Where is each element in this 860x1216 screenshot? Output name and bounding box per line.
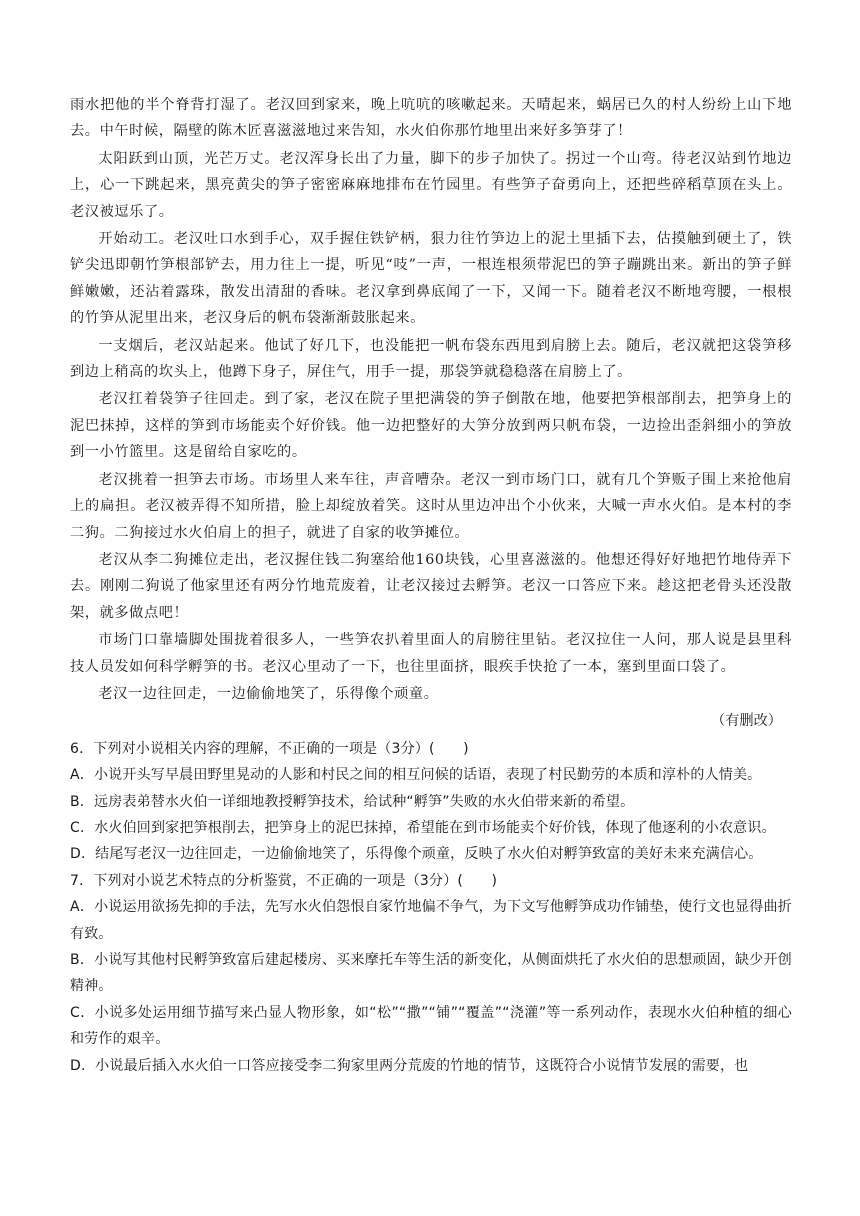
story-paragraph: 太阳跃到山顶，光芒万丈。老汉浑身长出了力量，脚下的步子加快了。拐过一个山弯。待老汉站到竹地边上，心一下跳起来，黑亮黄尖的笋子密密麻麻地排布在竹园里。有些笋子奋勇向上，还把些碎稻草顶在头上。老汉被逗乐了。: [70, 150, 792, 220]
question-7-option-c: C．小说多处运用细节描写来凸显人物形象，如“松”“撒”“铺”“覆盖”“浇灌”等一系列动作，表现水火伯种植的细心和劳作的艰辛。: [70, 1004, 792, 1048]
question-6-option-c: C．水火伯回到家把笋根削去，把笋身上的泥巴抹掉，希望能在到市场能卖个好价钱，体现了他逐利的小农意识。: [70, 819, 776, 836]
story-paragraph: 老汉扛着袋笋子往回走。到了家，老汉在院子里把满袋的笋子倒散在地，他要把笋根部削去，把笋身上的泥巴抹掉，这样的笋到市场能卖个好价钱。他一边把整好的大笋分放到两只帆布袋，一边捡出歪斜细小的笋放到一小竹篮里。这是留给自家吃的。: [70, 391, 792, 461]
story-paragraph: 老汉一边往回走，一边偷偷地笑了，乐得像个顽童。: [98, 685, 439, 702]
source-note: （有删改）: [711, 713, 782, 730]
question-7-stem: 7．下列对小说艺术特点的分析鉴赏，不正确的一项是（3分）( ): [70, 872, 498, 889]
question-6-option-a: A．小说开头写早晨田野里晃动的人影和村民之间的相互问候的话语，表现了村民勤劳的本质和淳朴的人情美。: [70, 767, 762, 784]
question-6-option-d: D．结尾写老汉一边往回走，一边偷偷地笑了，乐得像个顽童，反映了水火伯对孵笋致富的美好未来充满信心。: [70, 846, 763, 863]
question-7-option-b: B．小说写其他村民孵笋致富后建起楼房、买来摩托车等生活的新变化，从侧面烘托了水火伯的思想顽固，缺少开创精神。: [70, 952, 792, 995]
story-paragraph: 老汉从李二狗摊位走出，老汉握住钱二狗塞给他160块钱，心里喜滋滋的。他想还得好好地把竹地侍弄下去。刚刚二狗说了他家里还有两分竹地荒废着，让老汉接过去孵笋。老汉一口答应下来。趁这把老骨头还没散架，就多做点吧！: [70, 551, 792, 621]
story-paragraph: 开始动工。老汉吐口水到手心，双手握住铁铲柄，狠力往竹笋边上的泥土里插下去，估摸触到硬土了，铁铲尖迅即朝竹笋根部铲去，用力往上一提，听见“吱”一声，一根连根须带泥巴的笋子蹦跳出来。新出的笋子鲜鲜嫩嫩，还沾着露珠，散发出清甜的香味。老汉拿到鼻底闻了一下，又闻一下。随着老汉不断地弯腰，一根根的竹笋从泥里出来，老汉身后的帆布袋渐渐鼓胀起来。: [70, 231, 792, 327]
story-paragraph: 雨水把他的半个脊背打湿了。老汉回到家来，晚上吭吭的咳嗽起来。天晴起来，蜗居已久的村人纷纷上山下地去。中午时候，隔壁的陈木匠喜滋滋地过来告知，水火伯你那竹地里出来好多笋芽了！: [70, 97, 792, 140]
story-excerpt: [70, 92, 792, 707]
story-paragraph: 一支烟后，老汉站起来。他试了好几下，也没能把一帆布袋东西甩到肩膀上去。随后，老汉就把这袋笋移到边上稍高的坎头上，他蹲下身子，屏住气，用手一提，那袋笋就稳稳落在肩膀上了。: [70, 337, 792, 381]
question-section: [70, 736, 792, 1079]
question-7-option-d: D．小说最后插入水火伯一口答应接受李二狗家里两分荒废的竹地的情节，这既符合小说情节发展的需要，也: [70, 1057, 749, 1074]
question-7-option-a: A．小说运用欲扬先抑的手法，先写水火伯怨恨自家竹地偏不争气，为下文写他孵笋成功作铺垫，使行文也显得曲折有致。: [70, 899, 792, 942]
document-page: [70, 92, 792, 1079]
story-paragraph: 老汉挑着一担笋去市场。市场里人来车往，声音嘈杂。老汉一到市场门口，就有几个笋贩子围上来抢他肩上的扁担。老汉被弄得不知所措，脸上却绽放着笑。这时从里边冲出个小伙来，大喊一声水火伯。是本村的李二狗。二狗接过水火伯肩上的担子，就进了自家的收笋摊位。: [70, 471, 792, 541]
question-6-option-b: B．远房表弟替水火伯一详细地教授孵笋技术，给试种“孵笋”失败的水火伯带来新的希望。: [70, 793, 635, 810]
story-paragraph: 市场门口靠墙脚处围拢着很多人，一些笋农扒着里面人的肩膀往里钻。老汉拉住一人问，那人说是县里科技人员发如何科学孵笋的书。老汉心里动了一下，也往里面挤，眼疾手快抢了一本，塞到里面口袋了。: [70, 632, 792, 675]
question-6-stem: 6．下列对小说相关内容的理解，不正确的一项是（3分）( ): [70, 740, 469, 757]
